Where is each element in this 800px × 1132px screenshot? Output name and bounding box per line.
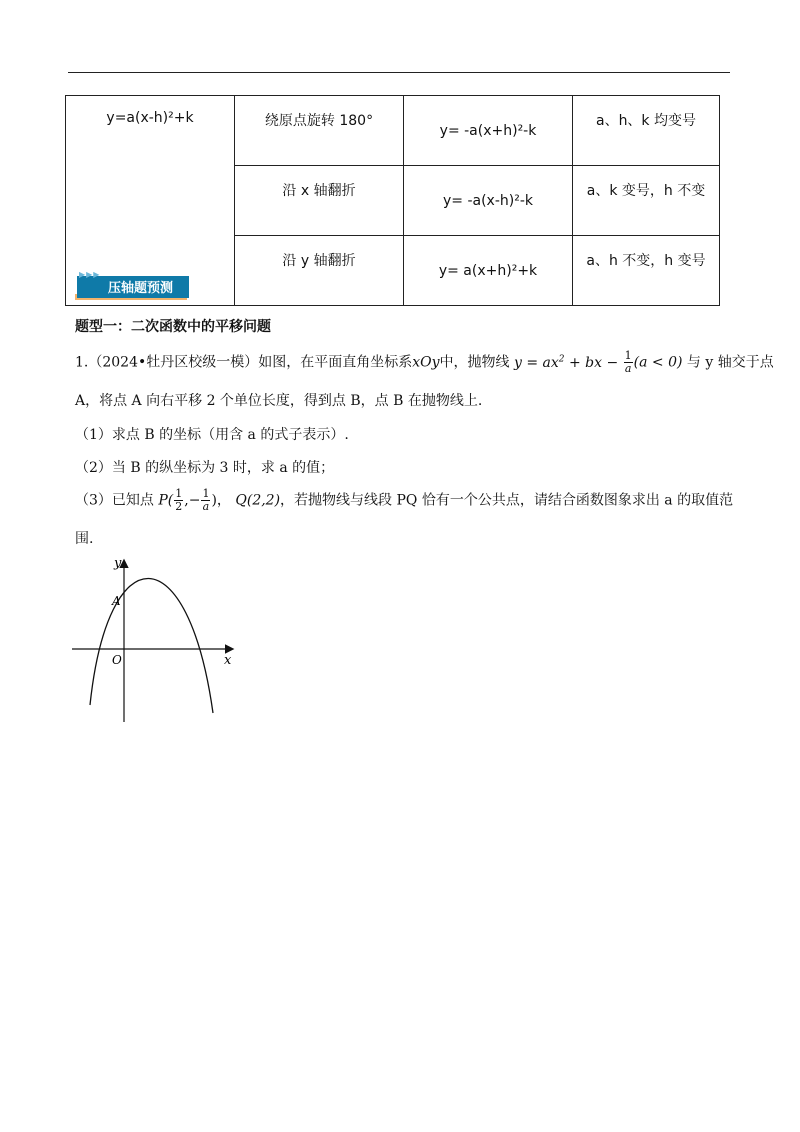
section-title: 题型一：二次函数中的平移问题 bbox=[75, 319, 271, 335]
change-x-flip: a、k 变号，h 不变 bbox=[573, 166, 720, 236]
transform-x-flip: 沿 x 轴翻折 bbox=[235, 166, 404, 236]
problem-number: 1. bbox=[75, 354, 89, 371]
badge-label: 压轴题预测 bbox=[108, 281, 174, 296]
result-y-flip: y= a(x+h)²+k bbox=[404, 236, 573, 306]
x-axis-label: x bbox=[224, 653, 232, 668]
result-x-flip: y= -a(x-h)²-k bbox=[404, 166, 573, 236]
section-badge bbox=[75, 270, 191, 302]
y-axis-label: y bbox=[114, 556, 122, 571]
question-3-end: 围. bbox=[75, 531, 94, 547]
header-rule bbox=[68, 72, 730, 73]
equation: $y = ax^2$ + bx − bbox=[514, 353, 619, 371]
parabola-curve bbox=[90, 578, 213, 713]
transform-rotate: 绕原点旋转 180° bbox=[235, 96, 404, 166]
problem-line-1: 1.（2024•牡丹区校级一模）如图，在平面直角坐标系xOy中，抛物线 $y = ax^2$ + bx − $\frac{1}{a}$ (a < 0) 与 y 轴交于点 bbox=[75, 349, 774, 375]
point-a-label: A bbox=[112, 594, 121, 608]
question-2: （2）当 B 的纵坐标为 3 时，求 a 的值； bbox=[75, 460, 335, 476]
change-y-flip: a、h 不变，h 变号 bbox=[573, 236, 720, 306]
transform-y-flip: 沿 y 轴翻折 bbox=[235, 236, 404, 306]
original-function: y=a(x-h)²+k bbox=[66, 96, 235, 306]
change-rotate: a、h、k 均变号 bbox=[573, 96, 720, 166]
badge-arrows-icon: ▶▶▶ bbox=[79, 270, 101, 279]
equation-fraction: $\frac{1}{a}$ bbox=[624, 349, 632, 375]
question-3: （3）已知点 P( $\frac{1}{2}$ ,− $\frac{1}{a}$ )， Q(2,2)，若抛物线与线段 PQ 恰有一个公共点，请结合函数图象求出 a 的取值范 bbox=[75, 487, 734, 513]
result-rotate: y= -a(x+h)²-k bbox=[404, 96, 573, 166]
question-1: （1）求点 B 的坐标（用含 a 的式子表示）. bbox=[75, 427, 349, 443]
origin-label: O bbox=[112, 653, 122, 667]
parabola-graph bbox=[68, 555, 248, 727]
problem-line-2: A，将点 A 向右平移 2 个单位长度，得到点 B，点 B 在抛物线上. bbox=[75, 393, 483, 409]
